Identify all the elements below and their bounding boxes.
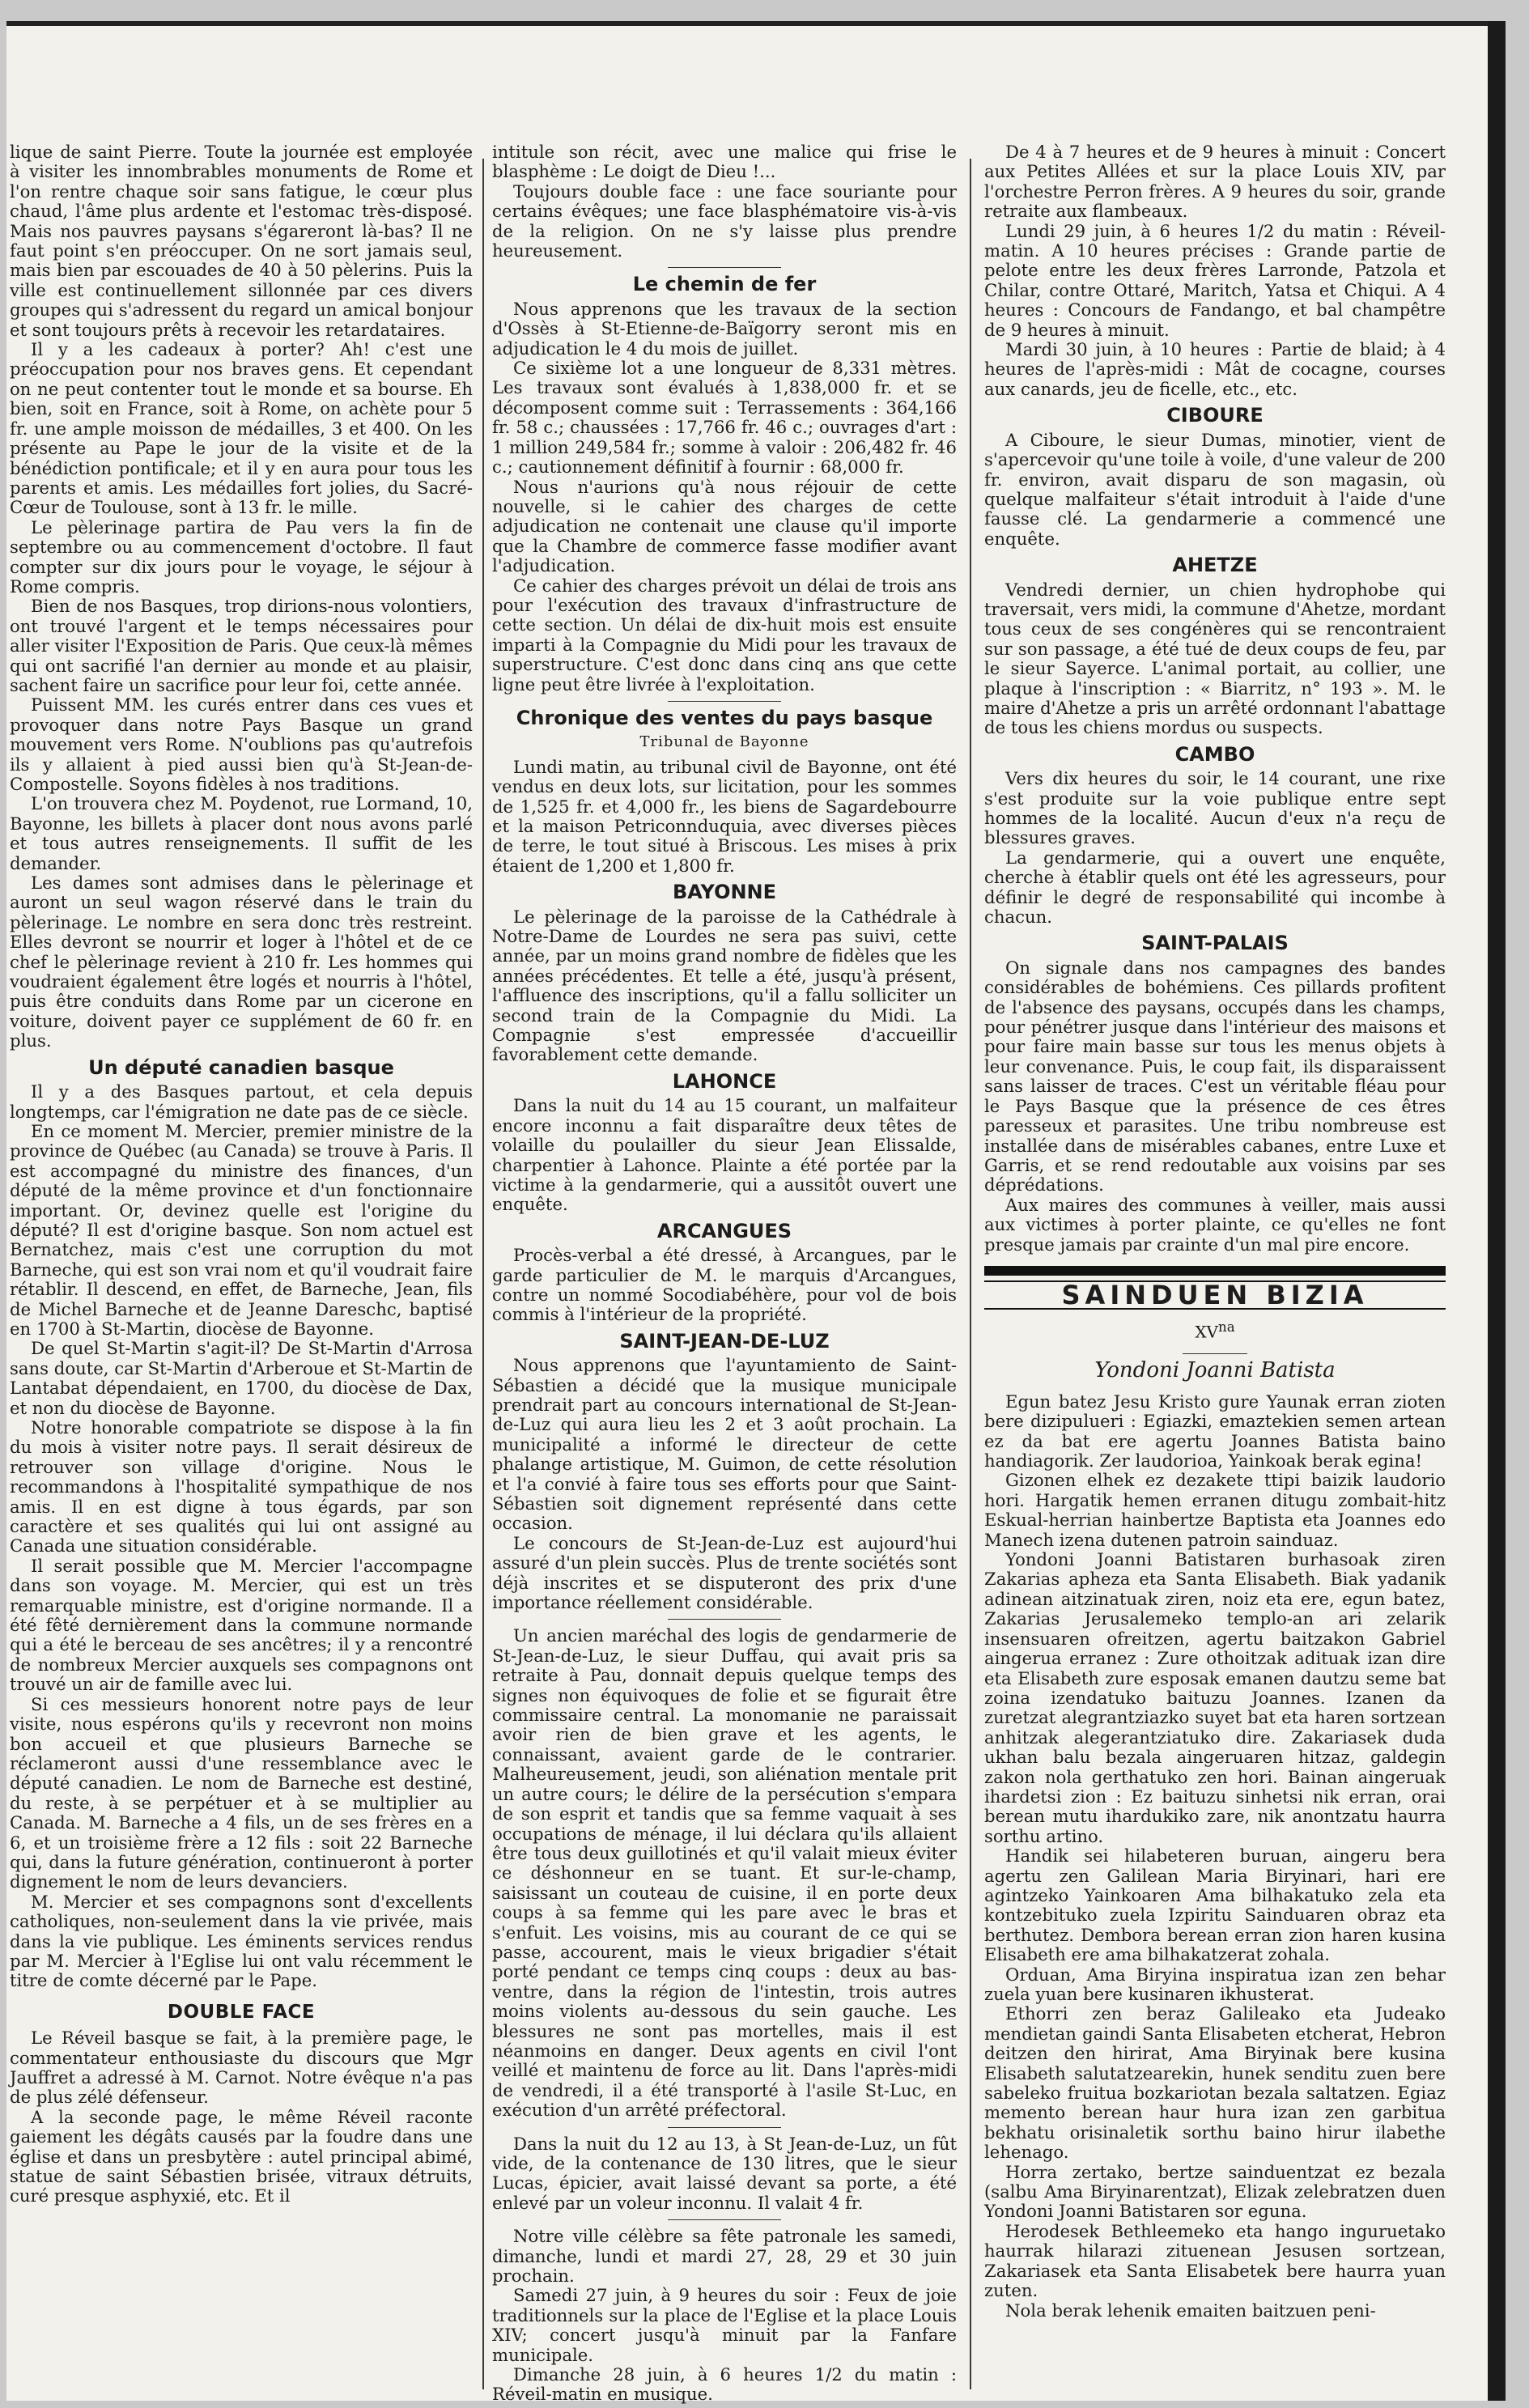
paragraph: Orduan, Ama Biryina inspiratua izan zen behar zuela yuan bere kusinaren ikhusterat.: [984, 1964, 1446, 2004]
separator: [668, 2127, 781, 2128]
section-subtitle: Tribunal de Bayonne: [639, 733, 809, 751]
paragraph: Le pèlerinage partira de Pau vers la fin de septembre ou au commencement d'octobre. Il faut compter sur dix jours pour le voyage, le séjour à Rome compris.: [10, 516, 473, 597]
paragraph: En ce moment M. Mercier, premier ministre de la province de Québec (au Canada) se trouve à Paris. Il est accompagné du ministre des finances, d'un député de la même province et d'un fonctionnaire important. Or, devinez quelle est l'origine du député? Il est d'origine basque. Son nom actuel est Bernatchez, mais c'est une corruption du mot Barneche, qui est son vrai nom et qu'il voudrait faire rétablir. Il descend, en effet, de Barneche, Jean, fils de Michel Barneche et de Jeanne Dareschc, baptisé en 1700 à St-Martin, diocèse de Bayonne.: [10, 1120, 473, 1339]
paragraph: Vers dix heures du soir, le 14 courant, une rixe s'est produite sur la voie publique entre sept hommes de la localité. Aucun d'eux n'a reçu de blessures graves.: [984, 768, 1446, 848]
paragraph: M. Mercier et ses compagnons sont d'excellents catholiques, non-seulement dans la vie privée, mais dans la vie publique. Les éminents services rendus par M. Mercier à l'Eglise lui ont valu récemment le titre de comte décerné par le Pape.: [10, 1891, 473, 1991]
section-title: CAMBO: [1174, 742, 1255, 766]
section-title: SAINT-JEAN-DE-LUZ: [619, 1329, 830, 1353]
paragraph: Il y a les cadeaux à porter? Ah! c'est une préoccupation pour nos braves gens. Et cependant on ne peut contenter tout le monde et sa bourse. Eh bien, soit en France, soit à Rome, on achète pour 5 fr. une ample moisson de médailles, 3 et 400. On les présente au Pape le jour de la visite et de la bénédiction pontificale; et il y en aura pour tous les parents et amis. Les médailles fort jolies, du Sacré-Cœur de Toulouse, sont à 13 fr. le mille.: [10, 339, 473, 518]
paragraph: Nous apprenons que les travaux de la section d'Ossès à St-Etienne-de-Baïgorry seront mis en adjudication le 4 du mois de juillet.: [492, 298, 957, 359]
paragraph: Horra zertako, bertze sainduentzat ez bezala (salbu Ama Biryinarentzat), Elizak zelebratzen duen Yondoni Joanni Batistaren sor eguna.: [984, 2161, 1446, 2222]
separator: [668, 267, 781, 268]
section-title: LAHONCE: [672, 1069, 777, 1093]
section-title: Chronique des ventes du pays basque: [516, 706, 933, 729]
paragraph: Samedi 27 juin, à 9 heures du soir : Feux de joie traditionnels sur la place de l'Eglise et la place Louis XIV; concert jusqu'à minuit par la Fanfare municipale.: [492, 2285, 957, 2365]
paragraph: De 4 à 7 heures et de 9 heures à minuit : Concert aux Petites Allées et sur la place Louis XIV, par l'orchestre Perron frères. A 9 heures du soir, grande retraite aux flambeaux.: [984, 142, 1446, 222]
paragraph: Il y a des Basques partout, et cela depuis longtemps, car l'émigration ne date pas de ce siècle.: [10, 1081, 473, 1122]
paragraph: Dimanche 28 juin, à 6 heures 1/2 du matin : Réveil-matin en musique.: [492, 2364, 957, 2405]
paragraph: Le Réveil basque se fait, à la première page, le commentateur enthousiaste du discours que Mgr Jauffret a adressé à M. Carnot. Notre évêque n'a pas de plus zélé défenseur.: [10, 2028, 473, 2108]
banner-title: SAINDUEN BIZIA: [984, 1280, 1446, 1310]
paragraph: Nous apprenons que l'ayuntamiento de Saint-Sébastien a décidé que la musique municipale prendrait part au concours international de St-Jean-de-Luz qui aura lieu les 2 et 3 août prochain. La municipalité a informé le directeur de cette phalange artistique, M. Guimon, de cette résolution et l'a convié à faire tous ses efforts pour que Saint-Sébastien soit dignement représenté dans cette occasion.: [492, 1355, 957, 1534]
paragraph: Dans la nuit du 12 au 13, à St Jean-de-Luz, un fût vide, de la contenance de 130 litres, que le sieur Lucas, épicier, avait laissé devant sa porte, a été enlevé par un voleur inconnu. Il valait 4 fr.: [492, 2133, 957, 2213]
column-rule: [970, 159, 971, 2389]
section-title: DOUBLE FACE: [167, 2001, 316, 2023]
newspaper-page: [6, 21, 1506, 2405]
top-border: [6, 21, 1506, 26]
page-edge: [1488, 21, 1506, 2401]
chapter-number: [984, 1318, 1446, 1342]
paragraph: Procès-verbal a été dressé, à Arcangues, par le garde particulier de M. le marquis d'Arcangues, contre un nommé Socodiabéhère, pour vol de bois commis à l'intérieur de la propriété.: [492, 1245, 957, 1325]
paragraph: Ethorri zen beraz Galileako eta Judeako mendietan gaindi Santa Elisabeten etcherat, Hebron deitzen den hirirat, Ama Biryinak bere kusina Elisabeth salutatzearekin, hunek senditu zuen bere sabeleko fruitua bozkariotan bezala saltatzen. Egiaz memento berean haur hura izan zen garbitua bekhatu orisinaletik sorthu baino hirur ilabethe lehenago.: [984, 2003, 1446, 2163]
paragraph: A Ciboure, le sieur Dumas, minotier, vient de s'apercevoir qu'une toile à voile, d'une valeur de 200 fr. environ, avait disparu de son magasin, où quelque malfaiteur s'était introduit à l'aide d'une fausse clé. La gendarmerie a commencé une enquête.: [984, 429, 1446, 549]
paragraph: Herodesek Bethleemeko eta hango inguruetako haurrak hilarazi zituenean Jesusen sortzean, Zakariasek eta Santa Elisabetek bere haurra yuan zuten.: [984, 2220, 1446, 2301]
paragraph: Ce sixième lot a une longueur de 8,331 mètres. Les travaux sont évalués à 1,838,000 fr. et se décomposent comme suit : Terrassements : 364,166 fr. 58 c.; chaussées : 17,766 fr. 46 c.; ouvrages d'art : 1 million 249,584 fr.; somme à valoir : 206,482 fr. 46 c.; cautionnement définitif à fournir : 68,000 fr.: [492, 358, 957, 478]
paragraph: Ce cahier des charges prévoit un délai de trois ans pour l'exécution des travaux d'infrastructure de cette section. Un délai de dix-huit mois est ensuite imparti à la Compagnie du Midi pour les travaux de superstructure. C'est donc dans cinq ans que cette ligne peut être livrée à l'exploitation.: [492, 575, 957, 694]
paragraph: Les dames sont admises dans le pèlerinage et auront un seul wagon réservé dans le train du pèlerinage. Le nombre en sera donc très restreint. Elles devront se nourrir et loger à l'hôtel et de ce chef le pèlerinage revient à 210 fr. Les hommes qui voudraient également être logés et nourris à l'hôtel, puis être conduits dans Rome par un cicerone en voiture, doivent payer ce supplément de 60 fr. en plus.: [10, 873, 473, 1051]
paragraph: L'on trouvera chez M. Poydenot, rue Lormand, 10, Bayonne, les billets à placer dont nous avons parlé et tous autres renseignements. Il suffit de les demander.: [10, 793, 473, 873]
paragraph: intitule son récit, avec une malice qui frise le blasphème : Le doigt de Dieu !...: [492, 142, 957, 182]
separator: [668, 2219, 781, 2220]
paragraph: Yondoni Joanni Batistaren burhasoak ziren Zakarias apheza eta Santa Elisabeth. Biak yadanik adinean aitzinatuak ziren, noiz eta ere, egun batez, Zakarias Jerusalemeko templo-an ari zelarik insensuaren ofreitzen, agertu baitzakon Gabriel aingerua erranez : Zure othoitzak adituak izan dire eta Elisabeth zure esposak emanen dautzu seme bat zoina izendatuko baituzu Joannes. Izanen da zuretzat alegrantziazko suyet bat eta haren sortzean anhitzak alegerantziatuko dire. Zakariasek duda ukhan balu bezala aingeruaren hitzaz, galdegin zakon nola gerthatuko zen hori. Bainan aingeruak ihardetsi zion : Ez baituzu sinhetsi nik erran, orai berean mutu ihardukiko zare, nik anontzatu haurra sorthu artino.: [984, 1549, 1446, 1846]
paragraph: On signale dans nos campagnes des bandes considérables de bohémiens. Ces pillards profitent de l'absence des paysans, occupés dans les champs, pour pénétrer jusque dans l'intérieur des maisons et pour faire main basse sur tous les menus objets à leur convenance. Puis, le coup fait, ils disparaissent sans laisser de traces. C'est un véritable fléau pour le Pays Basque que la présence de ces êtres paresseux et parasites. Une tribu nombreuse est installée dans de misérables cabanes, entre Luxe et Garris, et se rend redoutable aux voisins par ses déprédations.: [984, 957, 1446, 1196]
paragraph: Vendredi dernier, un chien hydrophobe qui traversait, vers midi, la commune d'Ahetze, mordant tous ceux de ses congénères qui se rencontraient sur son passage, a été tué de deux coups de feu, par le sieur Sayerce. L'animal portait, au collier, une plaque à l'inscription : « Biarritz, n° 193 ». M. le maire d'Ahetze a pris un arrêté ordonnant l'abattage de tous les chiens mordus ou suspects.: [984, 579, 1446, 738]
section-title: CIBOURE: [1166, 404, 1264, 427]
paragraph: Handik sei hilabeteren buruan, aingeru bera agertu zen Galilean Maria Biryinari, hari ere agintzeko Yainkoaren Ama bilhakatuko zela eta kontzebituko zuela Izpiritu Sainduaren obraz eta berthutez. Dembora berean erran zion haren kusina Elisabeth ere ama bilhakatzerat zohala.: [984, 1845, 1446, 1965]
chapter-roman: XV: [1195, 1323, 1218, 1342]
section-title: AHETZE: [1172, 554, 1258, 577]
separator: [668, 701, 781, 702]
paragraph: Bien de nos Basques, trop dirions-nous volontiers, ont trouvé l'argent et le temps nécessaires pour aller visiter l'Exposition de Paris. Que ceux-là mêmes qui ont sacrifié l'an dernier au monde et au plaisir, sachent faire un sacrifice pour leur foi, cette année.: [10, 596, 473, 695]
separator: [1183, 1353, 1247, 1354]
paragraph: De quel St-Martin s'agit-il? De St-Martin d'Arrosa sans doute, car St-Martin d'Arberoue et St-Martin de Lantabat dépendaient, en 1700, du diocèse de Dax, et non du diocèse de Bayonne.: [10, 1338, 473, 1418]
paragraph: Egun batez Jesu Kristo gure Yaunak erran zioten bere dizipulueri : Egiazki, emaztekien semen artean ez da bat ere agertu Joannes Batista baino handiagorik. Zer laudorioa, Yainkoak berak egina!: [984, 1391, 1446, 1472]
column-1: [10, 142, 473, 2393]
section-title: Un député canadien basque: [88, 1055, 394, 1079]
paragraph: Nola berak lehenik emaiten baitzuen peni-: [1005, 2300, 1376, 2321]
section-title: BAYONNE: [672, 881, 777, 904]
column-2: [492, 142, 957, 2405]
heavy-rule: [984, 1266, 1446, 1276]
paragraph: Puissent MM. les curés entrer dans ces vues et provoquer dans notre Pays Basque un grand mouvement vers Rome. N'oublions pas qu'autrefois ils y allaient à pied aussi bien qu'à St-Jean-de-Compostelle. Soyons fidèles à nos traditions.: [10, 694, 473, 794]
paragraph: Mardi 30 juin, à 10 heures : Partie de blaid; à 4 heures de l'après-midi : Mât de cocagne, courses aux canards, jeu de ficelle, etc., etc.: [984, 339, 1446, 399]
paragraph: A la seconde page, le même Réveil raconte gaiement les dégâts causés par la foudre dans une église et dans un presbytère : autel principal abimé, statue de saint Sébastien brisée, vitraux détruits, curé presque asphyxié, etc. Et il: [10, 2106, 473, 2206]
paragraph: Lundi 29 juin, à 6 heures 1/2 du matin : Réveil-matin. A 10 heures précises : Grande partie de pelote entre les deux frères Larronde, Patzola et Chilar, contre Ottaré, Maritch, Yatsa et Chiqui. A 4 heures : Concours de Fandango, et bal champêtre de 9 heures à minuit.: [984, 220, 1446, 340]
paragraph: Si ces messieurs honorent notre pays de leur visite, nous espérons qu'ils y recevront non moins bon accueil et que plusieurs Barneche se réclameront aussi d'une ressemblance avec le député canadien. Le nom de Barneche est destiné, du reste, à se perpétuer et à se multiplier au Canada. M. Barneche a 4 fils, un de ses frères en a 6, et un troisième frère a 12 fils : soit 22 Barneche qui, dans la future génération, continueront à porter dignement le nom de leurs devanciers.: [10, 1693, 473, 1892]
paragraph: Notre honorable compatriote se dispose à la fin du mois à visiter notre pays. Il serait désireux de retrouver son village d'origine. Nous le recommandons à l'hospitalité sympathique de nos amis. Il en est digne à tous égards, par son caractère et ses qualités qui lui ont assigné au Canada une situation considérable.: [10, 1417, 473, 1556]
paragraph: Toujours double face : une face souriante pour certains évêques; une face blasphématoire vis-à-vis de la religion. On ne s'y laisse plus prendre heureusement.: [492, 180, 957, 261]
paragraph: Gizonen elhek ez dezakete ttipi baizik laudorio hori. Hargatik hemen erranen ditugu zombait-hitz Eskual-herrian hainbertze Baptista eta Joannes edo Manech izena dutenen patroin sainduaz.: [984, 1470, 1446, 1550]
paragraph: La gendarmerie, qui a ouvert une enquête, cherche à établir quels ont été les agresseurs, pour définir le degré de responsabilité qui incombe à chacun.: [984, 847, 1446, 928]
saint-title: Yondoni Joanni Batista: [1094, 1358, 1336, 1383]
chapter-suffix: na: [1218, 1319, 1235, 1336]
section-title: SAINT-PALAIS: [1141, 932, 1289, 955]
paragraph: Le concours de St-Jean-de-Luz est aujourd'hui assuré d'un plein succès. Plus de trente sociétés sont déjà inscrites et se disputeront des prix d'une importance réellement considérable.: [492, 1532, 957, 1613]
paragraph: Il serait possible que M. Mercier l'accompagne dans son voyage. M. Mercier, qui est un très remarquable ministre, est d'origine normande. Il a été fêté dernièrement dans la commune normande qui a été le berceau de ses ancêtres; il y a rencontré de nombreux Mercier auxquels ses compagnons ont trouvé un air de famille avec lui.: [10, 1555, 473, 1695]
paragraph: lique de saint Pierre. Toute la journée est employée à visiter les innombrables monuments de Rome et l'on rentre chaque soir sans fatigue, le cœur plus chaud, l'âme plus ardente et l'estomac très-disposé. Mais nos pauvres paysans s'égareront là-bas? Il ne faut point s'en préoccuper. On ne sort jamais seul, mais bien par escouades de 40 à 50 pèlerins. Puis la ville est continuellement sillonnée par ces divers groupes qui s'adressent du regard un amical bonjour et sont toujours prêts à recevoir les retardataires.: [10, 142, 473, 340]
paragraph: Nous n'aurions qu'à nous réjouir de cette nouvelle, si le cahier des charges de cette adjudication ne contenait une clause qu'il importe que la Chambre de commerce fasse modifier avant l'adjudication.: [492, 476, 957, 576]
column-rule: [482, 159, 484, 2389]
paragraph: Dans la nuit du 14 au 15 courant, un malfaiteur encore inconnu a fait disparaître deux têtes de volaille du poulailler du sieur Jean Elissalde, charpentier à Lahonce. Plainte a été portée par la victime à la gendarmerie, qui a aussitôt ouvert une enquête.: [492, 1095, 957, 1215]
section-title: Le chemin de fer: [632, 273, 817, 296]
paragraph: Un ancien maréchal des logis de gendarmerie de St-Jean-de-Luz, le sieur Duffau, qui avait pris sa retraite à Pau, donnait depuis quelque temps des signes non équivoques de folie et se figurait être commissaire central. La monomanie ne paraissait avoir rien de bien grave et les agents, le connaissant, avaient garde de le contrarier. Malheureusement, jeudi, son aliénation mentale prit un autre cours; le délire de la persécution s'empara de son esprit et tandis que sa femme vaquait à ses occupations de ménage, il lui déclara qu'ils allaient être tous deux guillotinés et qu'il valait mieux éviter ce déshonneur en se tuant. Et sur-le-champ, saisissant un couteau de cuisine, il en porte deux coups à sa femme qui les pare avec le bras et s'enfuit. Les voisins, mis au courant de ce qui se passe, accourent, mais le vieux brigadier s'était porté pendant ce temps cinq coups : deux au bas-ventre, dans la région de l'intestin, trois autres moins violents au-dessous du sein gauche. Les blessures ne sont pas mortelles, mais il est néanmoins en danger. Deux agents en civil l'ont veillé et maintenu de force au lit. Dans l'après-midi de vendredi, il a été transporté à l'asile St-Luc, en exécution d'un arrêté préfectoral.: [492, 1625, 957, 2121]
section-title: ARCANGUES: [656, 1219, 792, 1242]
paragraph: Lundi matin, au tribunal civil de Bayonne, ont été vendus en deux lots, sur licitation, pour les sommes de 1,525 fr. et 4,000 fr., les biens de Sagardebourre et la maison Petriconnduquia, avec diverses pièces de terre, le tout situé à Briscous. Les mises à prix étaient de 1,200 et 1,800 fr.: [492, 756, 957, 876]
paragraph: Le pèlerinage de la paroisse de la Cathédrale à Notre-Dame de Lourdes ne sera pas suivi, cette année, par un moins grand nombre de fidèles que les années précédentes. Et telle a été, jusqu'à présent, l'affluence des inscriptions, qu'il a fallu solliciter un second train de la Compagnie du Midi. La Compagnie s'est empressée d'accueillir favorablement cette demande.: [492, 906, 957, 1065]
paragraph: Notre ville célèbre sa fête patronale les samedi, dimanche, lundi et mardi 27, 28, 29 et 30 juin prochain.: [492, 2226, 957, 2287]
paragraph: Aux maires des communes à veiller, mais aussi aux victimes à porter plainte, ce qu'elles ne font presque jamais par crainte d'un mal pire encore.: [984, 1194, 1446, 1255]
column-3: [984, 142, 1446, 2393]
separator: [668, 1619, 781, 1620]
